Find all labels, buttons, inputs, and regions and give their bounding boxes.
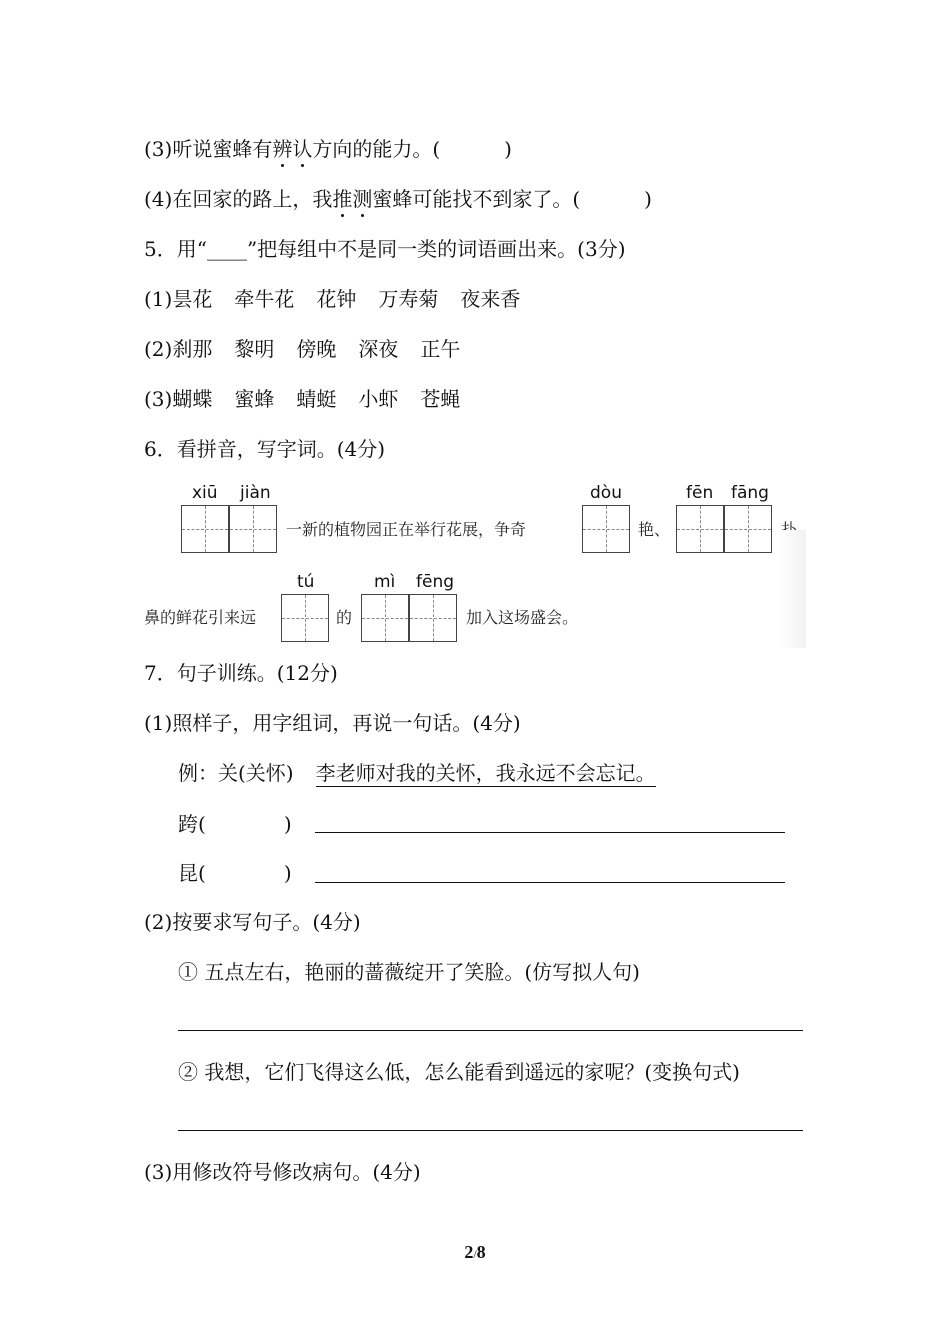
word[interactable]: 小虾 (358, 387, 399, 411)
writing-box[interactable] (361, 594, 409, 642)
q6-text: 的 (336, 608, 353, 627)
page-sep: / (473, 1247, 477, 1261)
q6-text: 鼻的鲜花引来远 (144, 608, 257, 627)
page-number (0, 1242, 950, 1263)
q4-item3-suffix: 方向的能力。( (312, 137, 441, 161)
word[interactable]: 刹那 (172, 337, 213, 361)
pinyin-label: fēn (686, 483, 714, 503)
scan-edge-shadow (780, 530, 806, 648)
writing-box[interactable] (281, 594, 329, 642)
sentence-answer-line[interactable] (315, 882, 785, 883)
pinyin-label: fāng (731, 483, 769, 503)
q7-part2-title: (2)按要求写句子。(4分) (144, 910, 361, 934)
sentence-answer-line[interactable] (315, 832, 785, 833)
q5-group-3 (144, 387, 482, 411)
writing-box[interactable] (724, 505, 772, 553)
word[interactable]: 深夜 (358, 337, 399, 361)
word[interactable]: 花钟 (316, 287, 357, 311)
q7-row-1 (178, 812, 292, 836)
q4-item4-close: ) (644, 187, 652, 211)
q7-title: 7．句子训练。(12分) (144, 661, 338, 685)
q7-part1-title: (1)照样子，用字组词，再说一句话。(4分) (144, 711, 521, 735)
pinyin-label: fēng (416, 572, 455, 592)
answer-line[interactable] (178, 1130, 803, 1131)
q5-group-2 (144, 337, 482, 361)
example-prefix: 例：关(关怀) (178, 761, 294, 785)
writing-box[interactable] (409, 594, 457, 642)
answer-line[interactable] (178, 1030, 803, 1031)
word[interactable]: 傍晚 (296, 337, 337, 361)
pinyin-label: mì (374, 572, 396, 592)
word[interactable]: 万寿菊 (378, 287, 439, 311)
row-close: ) (283, 812, 292, 836)
word[interactable]: 蝴蝶 (172, 387, 213, 411)
q4-item4 (144, 187, 652, 211)
writing-box[interactable] (181, 505, 229, 553)
writing-box[interactable] (676, 505, 724, 553)
q7-part3-title: (3)用修改符号修改病句。(4分) (144, 1160, 421, 1184)
q4-item4-dotted-char: 测 (352, 187, 373, 211)
pinyin-label: tú (297, 572, 315, 592)
q4-item3-prefix: (3)听说蜜蜂有 (144, 137, 273, 161)
writing-box[interactable] (582, 505, 630, 553)
q4-item3-dotted-char: 认 (292, 137, 313, 161)
group-label: (2) (144, 337, 173, 361)
word[interactable]: 正午 (420, 337, 461, 361)
row-char: 跨( (178, 812, 206, 836)
q4-item4-dotted-char: 推 (332, 187, 353, 211)
page-current: 2 (464, 1242, 474, 1262)
q4-item3-close: ) (504, 137, 512, 161)
q4-item3 (144, 137, 512, 161)
q6-text: 艳、 (638, 520, 671, 539)
word[interactable]: 夜来香 (460, 287, 521, 311)
q7-row-2 (178, 861, 292, 885)
q4-item3-dotted-char: 辨 (272, 137, 293, 161)
q6-text: 一新的植物园正在举行花展，争奇 (286, 520, 527, 539)
row-close: ) (283, 861, 292, 885)
example-sentence: 李老师对我的关怀，我永远不会忘记。 (315, 761, 656, 785)
q7-part2-s2: ② 我想，它们飞得这么低，怎么能看到遥远的家呢？(变换句式) (178, 1060, 740, 1084)
q5-title: 5．用“____”把每组中不是同一类的词语画出来。(3分) (144, 237, 626, 261)
group-label: (3) (144, 387, 173, 411)
pinyin-label: dòu (590, 483, 622, 503)
q5-group-1 (144, 287, 542, 311)
word[interactable]: 苍蝇 (420, 387, 461, 411)
word[interactable]: 蜻蜓 (296, 387, 337, 411)
word[interactable]: 昙花 (172, 287, 213, 311)
q7-example (178, 761, 656, 785)
pinyin-label: jiàn (240, 483, 271, 503)
page-total: 8 (476, 1242, 486, 1262)
word[interactable]: 蜜蜂 (234, 387, 275, 411)
q4-item4-suffix: 蜜蜂可能找不到家了。( (372, 187, 581, 211)
q4-item4-prefix: (4)在回家的路上，我 (144, 187, 333, 211)
q6-text: 加入这场盛会。 (466, 608, 579, 627)
q7-part2-s1: ① 五点左右，艳丽的蔷薇绽开了笑脸。(仿写拟人句) (178, 960, 640, 984)
q6-title: 6．看拼音，写字词。(4分) (144, 437, 386, 461)
group-label: (1) (144, 287, 173, 311)
word[interactable]: 黎明 (234, 337, 275, 361)
pinyin-label: xiū (192, 483, 218, 503)
writing-box[interactable] (229, 505, 277, 553)
word[interactable]: 牵牛花 (234, 287, 295, 311)
row-char: 昆( (178, 861, 206, 885)
